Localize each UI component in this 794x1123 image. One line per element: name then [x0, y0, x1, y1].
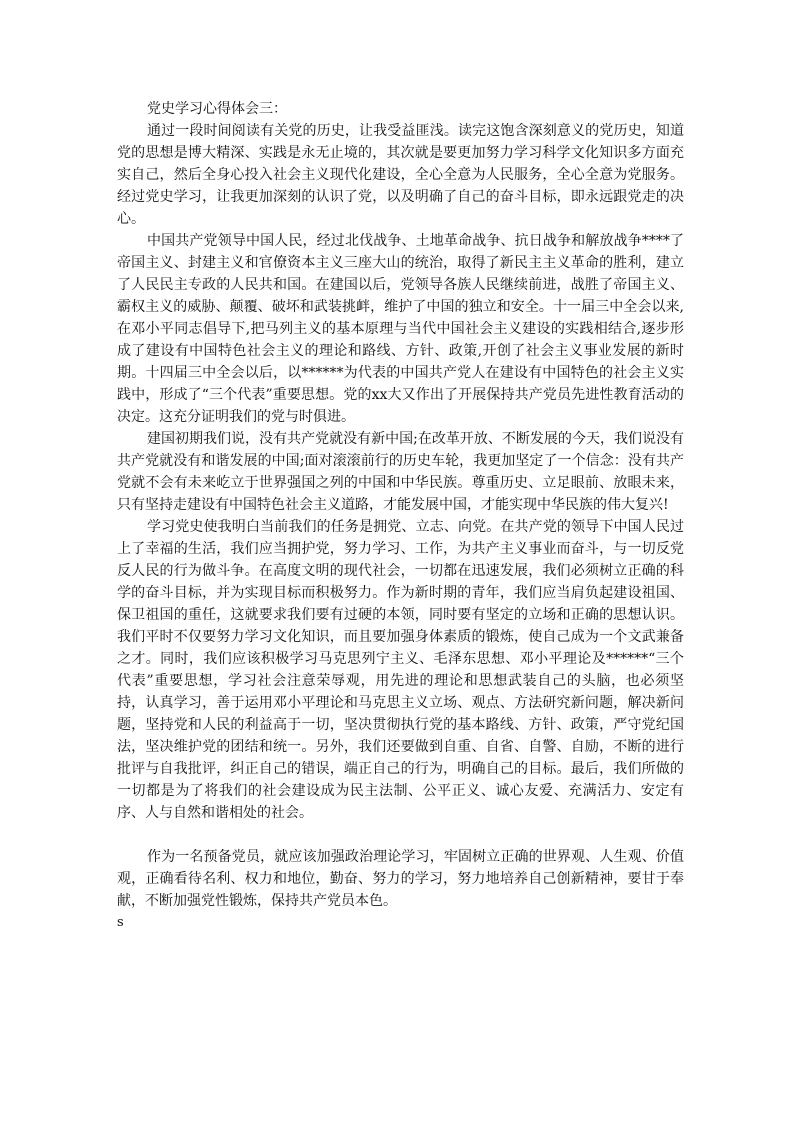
- trailing-mark: s: [117, 915, 124, 930]
- paragraph-2: 中国共产党领导中国人民，经过北伐战争、土地革命战争、抗日战争和解放战争****了帝国主义、封建主义和官僚资本主义三座大山的统治，取得了新民主主义革命的胜利，建立了人民民主专政的人民共和国。在建国以后，党领导各族人民继续前进，战胜了帝国主义、霸权主义的威胁、颠覆、破坏和武装挑衅，维护了中国的独立和安全。十一届三中全会以来,在邓小平同志倡导下,把马列主义的基本原理与当代中国社会主义建设的实践相结合,逐步形成了建设有中国特色社会主义的理论和路线、方针、政策,开创了社会主义事业发展的新时期。十四届三中全会以后，以******为代表的中国共产党人在建设有中国特色的社会主义实践中，形成了“三个代表”重要思想。党的xx大又作出了开展保持共产党员先进性教育活动的决定。这充分证明我们的党与时俱进。: [117, 233, 684, 425]
- paragraph-5: 作为一名预备党员，就应该加强政治理论学习，牢固树立正确的世界观、人生观、价值观，正确看待名利、权力和地位，勤奋、努力的学习，努力地培养自己创新精神，要甘于奉献，不断加强党性锻炼，保持共产党员本色。: [117, 849, 684, 909]
- document-title: 党史学习心得体会三：: [147, 101, 287, 117]
- paragraph-1: 通过一段时间阅读有关党的历史，让我受益匪浅。读完这饱含深刻意义的党历史，知道党的思想是博大精深、实践是永无止境的，其次就是要更加努力学习科学文化知识多方面充实自己，然后全身心投入社会主义现代化建设，全心全意为人民服务，全心全意为党服务。经过党史学习，让我更加深刻的认识了党，以及明确了自己的奋斗目标，即永远跟党走的决心。: [117, 123, 684, 227]
- paragraph-4: 学习党史使我明白当前我们的任务是拥党、立志、向党。在共产党的领导下中国人民过上了幸福的生活，我们应当拥护党，努力学习、工作，为共产主义事业而奋斗，与一切反党反人民的行为做斗争。在高度文明的现代社会，一切都在迅速发展，我们必须树立正确的科学的奋斗目标，并为实现目标而积极努力。作为新时期的青年，我们应当肩负起建设祖国、保卫祖国的重任，这就要求我们要有过硬的本领，同时要有坚定的立场和正确的思想认识。我们平时不仅要努力学习文化知识，而且要加强身体素质的锻炼，使自己成为一个文武兼备之才。同时，我们应该积极学习马克思列宁主义、毛泽东思想、邓小平理论及******“三个代表”重要思想，学习社会注意荣辱观，用先进的理论和思想武装自己的头脑，也必须坚持，认真学习，善于运用邓小平理论和马克思主义立场、观点、方法研究新问题，解决新问题，坚持党和人民的利益高于一切，坚决贯彻执行党的基本路线、方针、政策，严守党纪国法，坚决维护党的团结和统一。另外，我们还要做到自重、自省、自警、自励，不断的进行批评与自我批评，纠正自己的错误，端正自己的行为，明确自己的目标。最后，我们所做的一切都是为了将我们的社会建设成为民主法制、公平正义、诚心友爱、充满活力、安定有序、人与自然和谐相处的社会。: [117, 519, 684, 821]
- document-body: [117, 98, 684, 934]
- paragraph-3: 建国初期我们说，没有共产党就没有新中国;在改革开放、不断发展的今天，我们说没有共产党就没有和谐发展的中国;面对滚滚前行的历史车轮，我更加坚定了一个信念：没有共产党就不会有未来屹立于世界强国之列的中国和中华民族。尊重历史、立足眼前、放眼未来，只有坚持走建设有中国特色社会主义道路，才能发展中国，才能实现中华民族的伟大复兴!: [117, 431, 684, 513]
